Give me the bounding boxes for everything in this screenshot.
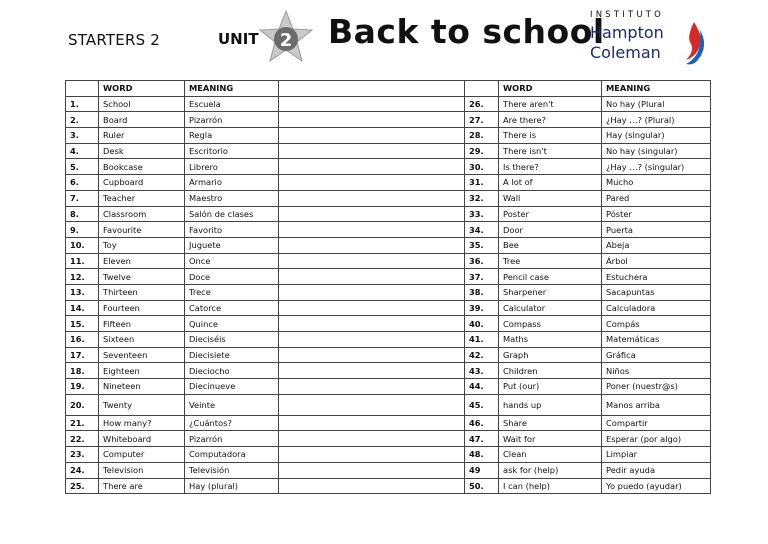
- word-cell: Teacher: [99, 190, 185, 206]
- word-cell: Television: [99, 462, 185, 478]
- blank-cell: [279, 237, 465, 253]
- blank-cell: [279, 316, 465, 332]
- word-cell: Maths: [499, 332, 602, 348]
- blank-cell: [279, 478, 465, 494]
- word-cell: Nineteen: [99, 379, 185, 395]
- page-title: Back to school: [328, 12, 605, 51]
- meaning-cell: Escritorio: [185, 143, 279, 159]
- item-number: 48.: [465, 447, 499, 463]
- word-cell: Tree: [499, 253, 602, 269]
- item-number: 13.: [66, 284, 99, 300]
- logo-line-0: INSTITUTO: [590, 10, 665, 20]
- word-cell: There is: [499, 128, 602, 144]
- table-row: [66, 96, 711, 112]
- word-cell: There are: [99, 478, 185, 494]
- item-number: 11.: [66, 253, 99, 269]
- word-cell: Ruler: [99, 128, 185, 144]
- item-number: 39.: [465, 300, 499, 316]
- word-cell: Favourite: [99, 222, 185, 238]
- blank-cell: [279, 175, 465, 191]
- meaning-cell: Gráfica: [602, 347, 711, 363]
- blank-cell: [279, 112, 465, 128]
- word-cell: Wait for: [499, 431, 602, 447]
- item-number: 4.: [66, 143, 99, 159]
- meaning-cell: Escuela: [185, 96, 279, 112]
- meaning-cell: Juguete: [185, 237, 279, 253]
- word-cell: hands up: [499, 394, 602, 415]
- meaning-cell: Póster: [602, 206, 711, 222]
- word-cell: Desk: [99, 143, 185, 159]
- word-cell: Twenty: [99, 394, 185, 415]
- item-number: 32.: [465, 190, 499, 206]
- word-cell: Sharpener: [499, 284, 602, 300]
- course-label: STARTERS 2: [68, 31, 161, 49]
- word-cell: Eighteen: [99, 363, 185, 379]
- word-cell: Bookcase: [99, 159, 185, 175]
- word-cell: Clean: [499, 447, 602, 463]
- item-number: 31.: [465, 175, 499, 191]
- meaning-cell: Yo puedo (ayudar): [602, 478, 711, 494]
- meaning-cell: No hay (singular): [602, 143, 711, 159]
- meaning-cell: Pizarrón: [185, 431, 279, 447]
- meaning-cell: Mucho: [602, 175, 711, 191]
- column-header: MEANING: [602, 81, 711, 97]
- unit-number: 2: [279, 30, 293, 51]
- school-logo: [590, 10, 740, 66]
- word-cell: Thirteen: [99, 284, 185, 300]
- meaning-cell: Sacapuntas: [602, 284, 711, 300]
- meaning-cell: Regla: [185, 128, 279, 144]
- item-number: 5.: [66, 159, 99, 175]
- word-cell: Share: [499, 415, 602, 431]
- blank-cell: [279, 447, 465, 463]
- blank-cell: [279, 415, 465, 431]
- meaning-cell: Computadora: [185, 447, 279, 463]
- table-row: [66, 190, 711, 206]
- word-cell: Poster: [499, 206, 602, 222]
- word-cell: Sixteen: [99, 332, 185, 348]
- blank-cell: [279, 96, 465, 112]
- blank-cell: [279, 190, 465, 206]
- meaning-cell: Manos arriba: [602, 394, 711, 415]
- vocabulary-table: [65, 80, 711, 494]
- item-number: 29.: [465, 143, 499, 159]
- blank-cell: [279, 300, 465, 316]
- word-cell: Classroom: [99, 206, 185, 222]
- word-cell: Are there?: [499, 112, 602, 128]
- table-row: [66, 316, 711, 332]
- blank-cell: [279, 269, 465, 285]
- item-number: 47.: [465, 431, 499, 447]
- meaning-cell: Maestro: [185, 190, 279, 206]
- meaning-cell: ¿Hay …? (singular): [602, 159, 711, 175]
- meaning-cell: Armario: [185, 175, 279, 191]
- item-number: 41.: [465, 332, 499, 348]
- item-number: 15.: [66, 316, 99, 332]
- item-number: 42.: [465, 347, 499, 363]
- word-cell: Calculator: [499, 300, 602, 316]
- table-row: [66, 415, 711, 431]
- column-header: [279, 81, 465, 97]
- meaning-cell: ¿Cuántos?: [185, 415, 279, 431]
- meaning-cell: Diecisiete: [185, 347, 279, 363]
- meaning-cell: Esperar (por algo): [602, 431, 711, 447]
- unit-star-icon: [258, 9, 314, 65]
- word-cell: How many?: [99, 415, 185, 431]
- meaning-cell: Compás: [602, 316, 711, 332]
- column-header: [465, 81, 499, 97]
- meaning-cell: Quince: [185, 316, 279, 332]
- meaning-cell: Estuchera: [602, 269, 711, 285]
- table-row: [66, 431, 711, 447]
- blank-cell: [279, 431, 465, 447]
- table-row: [66, 222, 711, 238]
- meaning-cell: Pizarrón: [185, 112, 279, 128]
- item-number: 16.: [66, 332, 99, 348]
- logo-line-1: Hampton: [590, 23, 664, 42]
- table-row: [66, 447, 711, 463]
- word-cell: Put (our): [499, 379, 602, 395]
- item-number: 46.: [465, 415, 499, 431]
- table-row: [66, 143, 711, 159]
- word-cell: School: [99, 96, 185, 112]
- word-cell: Pencil case: [499, 269, 602, 285]
- item-number: 50.: [465, 478, 499, 494]
- item-number: 25.: [66, 478, 99, 494]
- meaning-cell: Niños: [602, 363, 711, 379]
- table-row: [66, 300, 711, 316]
- meaning-cell: Calculadora: [602, 300, 711, 316]
- table-row: [66, 159, 711, 175]
- word-cell: Computer: [99, 447, 185, 463]
- table-row: [66, 394, 711, 415]
- meaning-cell: Trece: [185, 284, 279, 300]
- item-number: 17.: [66, 347, 99, 363]
- blank-cell: [279, 462, 465, 478]
- word-cell: Cupboard: [99, 175, 185, 191]
- word-cell: Is there?: [499, 159, 602, 175]
- item-number: 34.: [465, 222, 499, 238]
- meaning-cell: Puerta: [602, 222, 711, 238]
- item-number: 44.: [465, 379, 499, 395]
- logo-line-2: Coleman: [590, 43, 661, 62]
- table-header-row: [66, 81, 711, 97]
- meaning-cell: Pared: [602, 190, 711, 206]
- item-number: 27.: [465, 112, 499, 128]
- item-number: 26.: [465, 96, 499, 112]
- blank-cell: [279, 394, 465, 415]
- meaning-cell: Árbol: [602, 253, 711, 269]
- table-row: [66, 332, 711, 348]
- item-number: 18.: [66, 363, 99, 379]
- word-cell: Compass: [499, 316, 602, 332]
- table-row: [66, 478, 711, 494]
- item-number: 14.: [66, 300, 99, 316]
- item-number: 23.: [66, 447, 99, 463]
- word-cell: Fifteen: [99, 316, 185, 332]
- word-cell: Board: [99, 112, 185, 128]
- item-number: 20.: [66, 394, 99, 415]
- meaning-cell: ¿Hay …? (Plural): [602, 112, 711, 128]
- blank-cell: [279, 206, 465, 222]
- table-row: [66, 175, 711, 191]
- blank-cell: [279, 332, 465, 348]
- table-row: [66, 269, 711, 285]
- item-number: 40.: [465, 316, 499, 332]
- blank-cell: [279, 379, 465, 395]
- meaning-cell: Veinte: [185, 394, 279, 415]
- meaning-cell: Matemáticas: [602, 332, 711, 348]
- word-cell: ask for (help): [499, 462, 602, 478]
- word-cell: Wall: [499, 190, 602, 206]
- word-cell: Toy: [99, 237, 185, 253]
- item-number: 22.: [66, 431, 99, 447]
- meaning-cell: Dieciséis: [185, 332, 279, 348]
- item-number: 36.: [465, 253, 499, 269]
- column-header: WORD: [99, 81, 185, 97]
- word-cell: Door: [499, 222, 602, 238]
- column-header: WORD: [499, 81, 602, 97]
- meaning-cell: Diecinueve: [185, 379, 279, 395]
- word-cell: Whiteboard: [99, 431, 185, 447]
- blank-cell: [279, 253, 465, 269]
- table-row: [66, 462, 711, 478]
- word-cell: I can (help): [499, 478, 602, 494]
- column-header: MEANING: [185, 81, 279, 97]
- item-number: 2.: [66, 112, 99, 128]
- blank-cell: [279, 128, 465, 144]
- item-number: 6.: [66, 175, 99, 191]
- meaning-cell: Abeja: [602, 237, 711, 253]
- blank-cell: [279, 284, 465, 300]
- meaning-cell: Librero: [185, 159, 279, 175]
- item-number: 10.: [66, 237, 99, 253]
- meaning-cell: Doce: [185, 269, 279, 285]
- item-number: 8.: [66, 206, 99, 222]
- meaning-cell: Poner (nuestr@s): [602, 379, 711, 395]
- word-cell: Fourteen: [99, 300, 185, 316]
- table-row: [66, 347, 711, 363]
- item-number: 12.: [66, 269, 99, 285]
- table-row: [66, 363, 711, 379]
- meaning-cell: Televisión: [185, 462, 279, 478]
- word-cell: Twelve: [99, 269, 185, 285]
- meaning-cell: Hay (singular): [602, 128, 711, 144]
- item-number: 30.: [465, 159, 499, 175]
- blank-cell: [279, 159, 465, 175]
- word-cell: Graph: [499, 347, 602, 363]
- table-body: [66, 96, 711, 494]
- blank-cell: [279, 347, 465, 363]
- column-header: [66, 81, 99, 97]
- meaning-cell: Pedir ayuda: [602, 462, 711, 478]
- meaning-cell: No hay (Plural: [602, 96, 711, 112]
- table-row: [66, 128, 711, 144]
- item-number: 9.: [66, 222, 99, 238]
- table-row: [66, 237, 711, 253]
- meaning-cell: Once: [185, 253, 279, 269]
- blank-cell: [279, 363, 465, 379]
- item-number: 19.: [66, 379, 99, 395]
- meaning-cell: Catorce: [185, 300, 279, 316]
- meaning-cell: Compartir: [602, 415, 711, 431]
- item-number: 49: [465, 462, 499, 478]
- item-number: 45.: [465, 394, 499, 415]
- meaning-cell: Limpiar: [602, 447, 711, 463]
- word-cell: Bee: [499, 237, 602, 253]
- item-number: 35.: [465, 237, 499, 253]
- unit-label: UNIT: [218, 30, 259, 48]
- table-row: [66, 206, 711, 222]
- word-cell: There aren't: [499, 96, 602, 112]
- flame-icon: [678, 20, 708, 66]
- word-cell: There isn't: [499, 143, 602, 159]
- item-number: 33.: [465, 206, 499, 222]
- item-number: 3.: [66, 128, 99, 144]
- table-row: [66, 379, 711, 395]
- word-cell: A lot of: [499, 175, 602, 191]
- item-number: 21.: [66, 415, 99, 431]
- item-number: 24.: [66, 462, 99, 478]
- item-number: 1.: [66, 96, 99, 112]
- table-row: [66, 253, 711, 269]
- blank-cell: [279, 222, 465, 238]
- item-number: 37.: [465, 269, 499, 285]
- word-cell: Eleven: [99, 253, 185, 269]
- meaning-cell: Favorito: [185, 222, 279, 238]
- table-row: [66, 284, 711, 300]
- word-cell: Seventeen: [99, 347, 185, 363]
- blank-cell: [279, 143, 465, 159]
- meaning-cell: Hay (plural): [185, 478, 279, 494]
- item-number: 38.: [465, 284, 499, 300]
- item-number: 7.: [66, 190, 99, 206]
- item-number: 28.: [465, 128, 499, 144]
- item-number: 43.: [465, 363, 499, 379]
- word-cell: Children: [499, 363, 602, 379]
- table-row: [66, 112, 711, 128]
- meaning-cell: Dieciocho: [185, 363, 279, 379]
- meaning-cell: Salón de clases: [185, 206, 279, 222]
